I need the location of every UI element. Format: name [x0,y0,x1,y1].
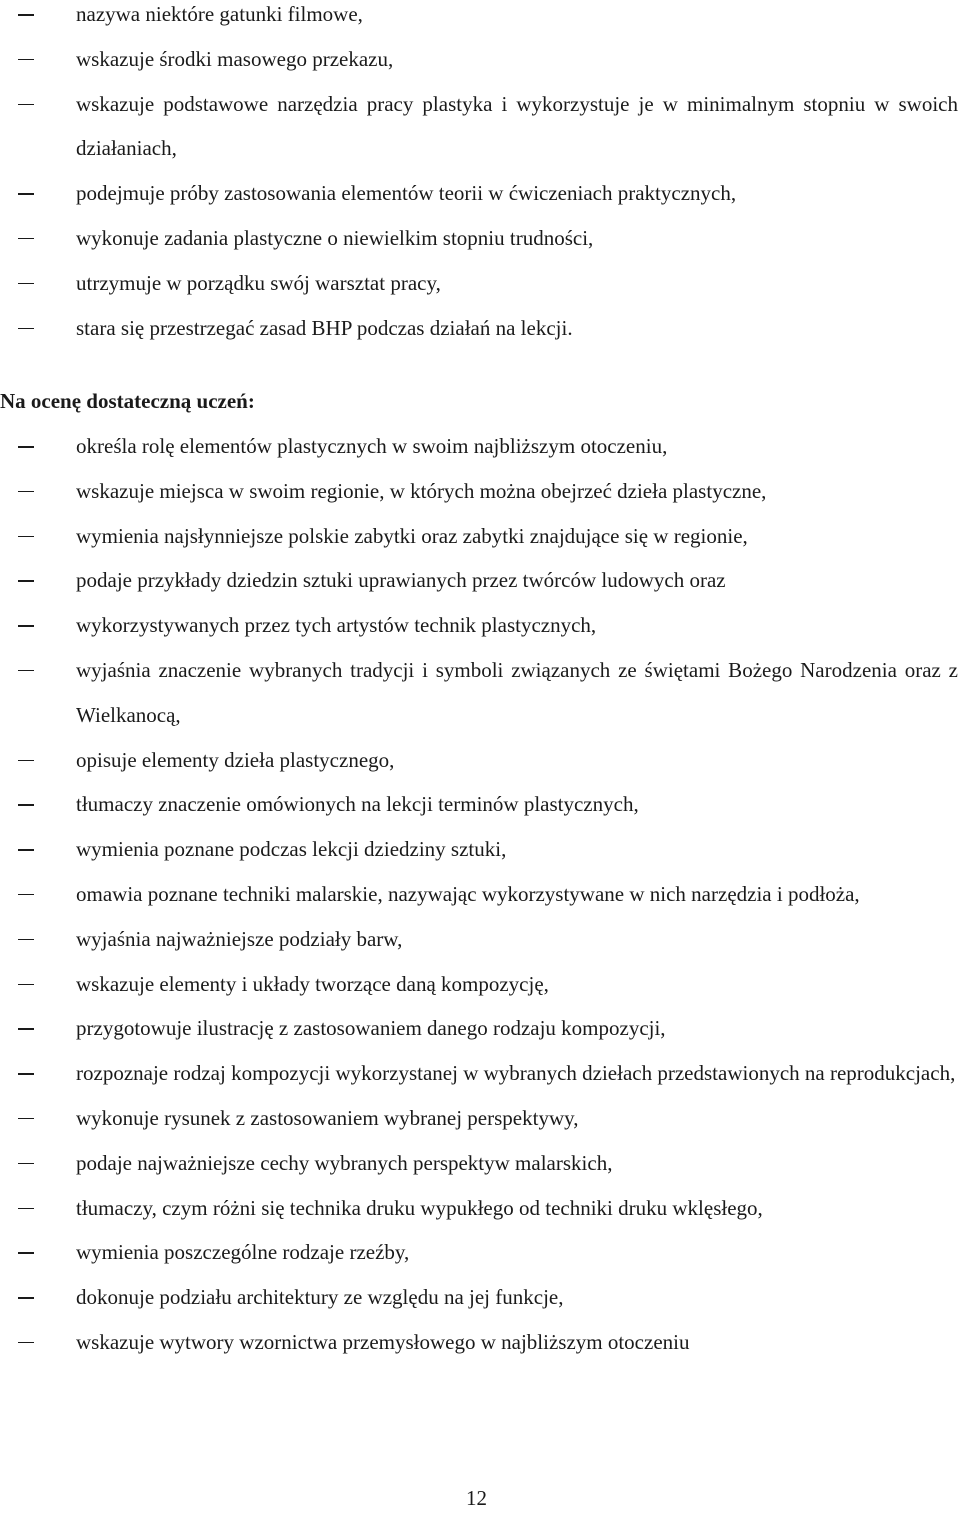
list-item-text: podejmuje próby zastosowania elementów teorii w ćwiczeniach praktycznych, [76,181,737,206]
list-item [0,1141,958,1186]
list-item-text: tłumaczy znaczenie omówionych na lekcji terminów plastycznych, [76,792,639,817]
dash-bullet-icon [18,1163,34,1165]
list-item [0,1096,958,1141]
list-item [0,1051,958,1096]
dash-bullet-icon [18,104,34,106]
list-item-text: wskazuje podstawowe narzędzia pracy plastyka i wykorzystuje je w minimalnym stopniu w swoich działaniach, [76,91,958,161]
list-item [0,1230,958,1275]
list-item-text: rozpoznaje rodzaj kompozycji wykorzystanej w wybranych dziełach przedstawionych na reprodukcjach, [76,1061,956,1086]
dash-bullet-icon [18,1342,34,1344]
list-item-text: przygotowuje ilustrację z zastosowaniem danego rodzaju kompozycji, [76,1016,666,1041]
dash-bullet-icon [18,760,34,762]
list-item-text: wyjaśnia znaczenie wybranych tradycji i symboli związanych ze świętami Bożego Narodzenia oraz z Wielkanocą, [76,657,958,727]
list-item-text: wymienia najsłynniejsze polskie zabytki oraz zabytki znajdujące się w regionie, [76,523,748,548]
list-item-text: określa rolę elementów plastycznych w swoim najbliższym otoczeniu, [76,434,668,458]
requirements-list-satisfactory [0,424,958,1365]
dash-bullet-icon [18,446,34,448]
page-number: 12 [466,1486,487,1510]
list-item [0,917,958,962]
dash-bullet-icon [18,491,34,493]
dash-bullet-icon [18,283,34,285]
dash-bullet-icon [18,984,34,986]
list-item [0,0,958,37]
list-item [0,306,958,351]
list-item [0,827,958,872]
grade-heading: Na ocenę dostateczną uczeń: [0,389,255,413]
list-item [0,1320,958,1365]
dash-bullet-icon [18,14,34,16]
dash-bullet-icon [18,580,34,582]
dash-bullet-icon [18,1208,34,1210]
list-item-text: wskazuje wytwory wzornictwa przemysłowego w najbliższym otoczeniu [76,1329,690,1354]
dash-bullet-icon [18,238,34,240]
list-item [0,648,958,738]
dash-bullet-icon [18,1028,34,1030]
list-item-text: podaje przykłady dziedzin sztuki uprawianych przez twórców ludowych oraz [76,568,726,593]
dash-bullet-icon [18,670,34,672]
list-item-text: wyjaśnia najważniejsze podziały barw, [76,926,403,951]
list-item [0,782,958,827]
list-item [0,37,958,82]
list-item [0,1006,958,1051]
list-item [0,1275,958,1320]
list-item-text: nazywa niektóre gatunki filmowe, [76,2,363,26]
dash-bullet-icon [18,328,34,330]
requirements-list-part1 [0,0,958,350]
list-item-text: wymienia poznane podczas lekcji dziedziny sztuki, [76,837,507,862]
list-item-text: wskazuje środki masowego przekazu, [76,46,394,71]
dash-bullet-icon [18,804,34,806]
dash-bullet-icon [18,939,34,941]
list-item-text: wymienia poszczególne rodzaje rzeźby, [76,1240,410,1265]
list-item [0,82,958,172]
list-item [0,171,958,216]
dash-bullet-icon [18,536,34,538]
dash-bullet-icon [18,625,34,627]
list-item-text: wykonuje rysunek z zastosowaniem wybranej perspektywy, [76,1105,579,1130]
list-item-text: dokonuje podziału architektury ze względu na jej funkcje, [76,1285,564,1310]
list-item [0,261,958,306]
list-item [0,603,958,648]
list-item [0,514,958,559]
list-item-text: wykonuje zadania plastyczne o niewielkim stopniu trudności, [76,225,594,250]
dash-bullet-icon [18,59,34,61]
dash-bullet-icon [18,1118,34,1120]
list-item-text: tłumaczy, czym różni się technika druku wypukłego od techniki druku wklęsłego, [76,1195,763,1220]
list-item [0,558,958,603]
dash-bullet-icon [18,1297,34,1299]
list-item-text: podaje najważniejsze cechy wybranych perspektyw malarskich, [76,1150,613,1175]
list-item [0,962,958,1007]
list-item-text: wskazuje miejsca w swoim regionie, w których można obejrzeć dzieła plastyczne, [76,478,767,503]
dash-bullet-icon [18,894,34,896]
list-item [0,1186,958,1231]
list-item-text: stara się przestrzegać zasad BHP podczas działań na lekcji. [76,315,573,340]
list-item [0,424,958,469]
list-item-text: utrzymuje w porządku swój warsztat pracy, [76,270,441,295]
dash-bullet-icon [18,1252,34,1254]
dash-bullet-icon [18,193,34,195]
dash-bullet-icon [18,1073,34,1075]
list-item [0,872,958,917]
list-item-text: omawia poznane techniki malarskie, nazywając wykorzystywane w nich narzędzia i podłoża, [76,881,860,906]
list-item-text: wskazuje elementy i układy tworzące daną kompozycję, [76,971,549,996]
list-item [0,738,958,783]
list-item-text: wykorzystywanych przez tych artystów technik plastycznych, [76,613,597,638]
dash-bullet-icon [18,849,34,851]
list-item [0,216,958,261]
list-item [0,469,958,514]
list-item-text: opisuje elementy dzieła plastycznego, [76,747,395,772]
